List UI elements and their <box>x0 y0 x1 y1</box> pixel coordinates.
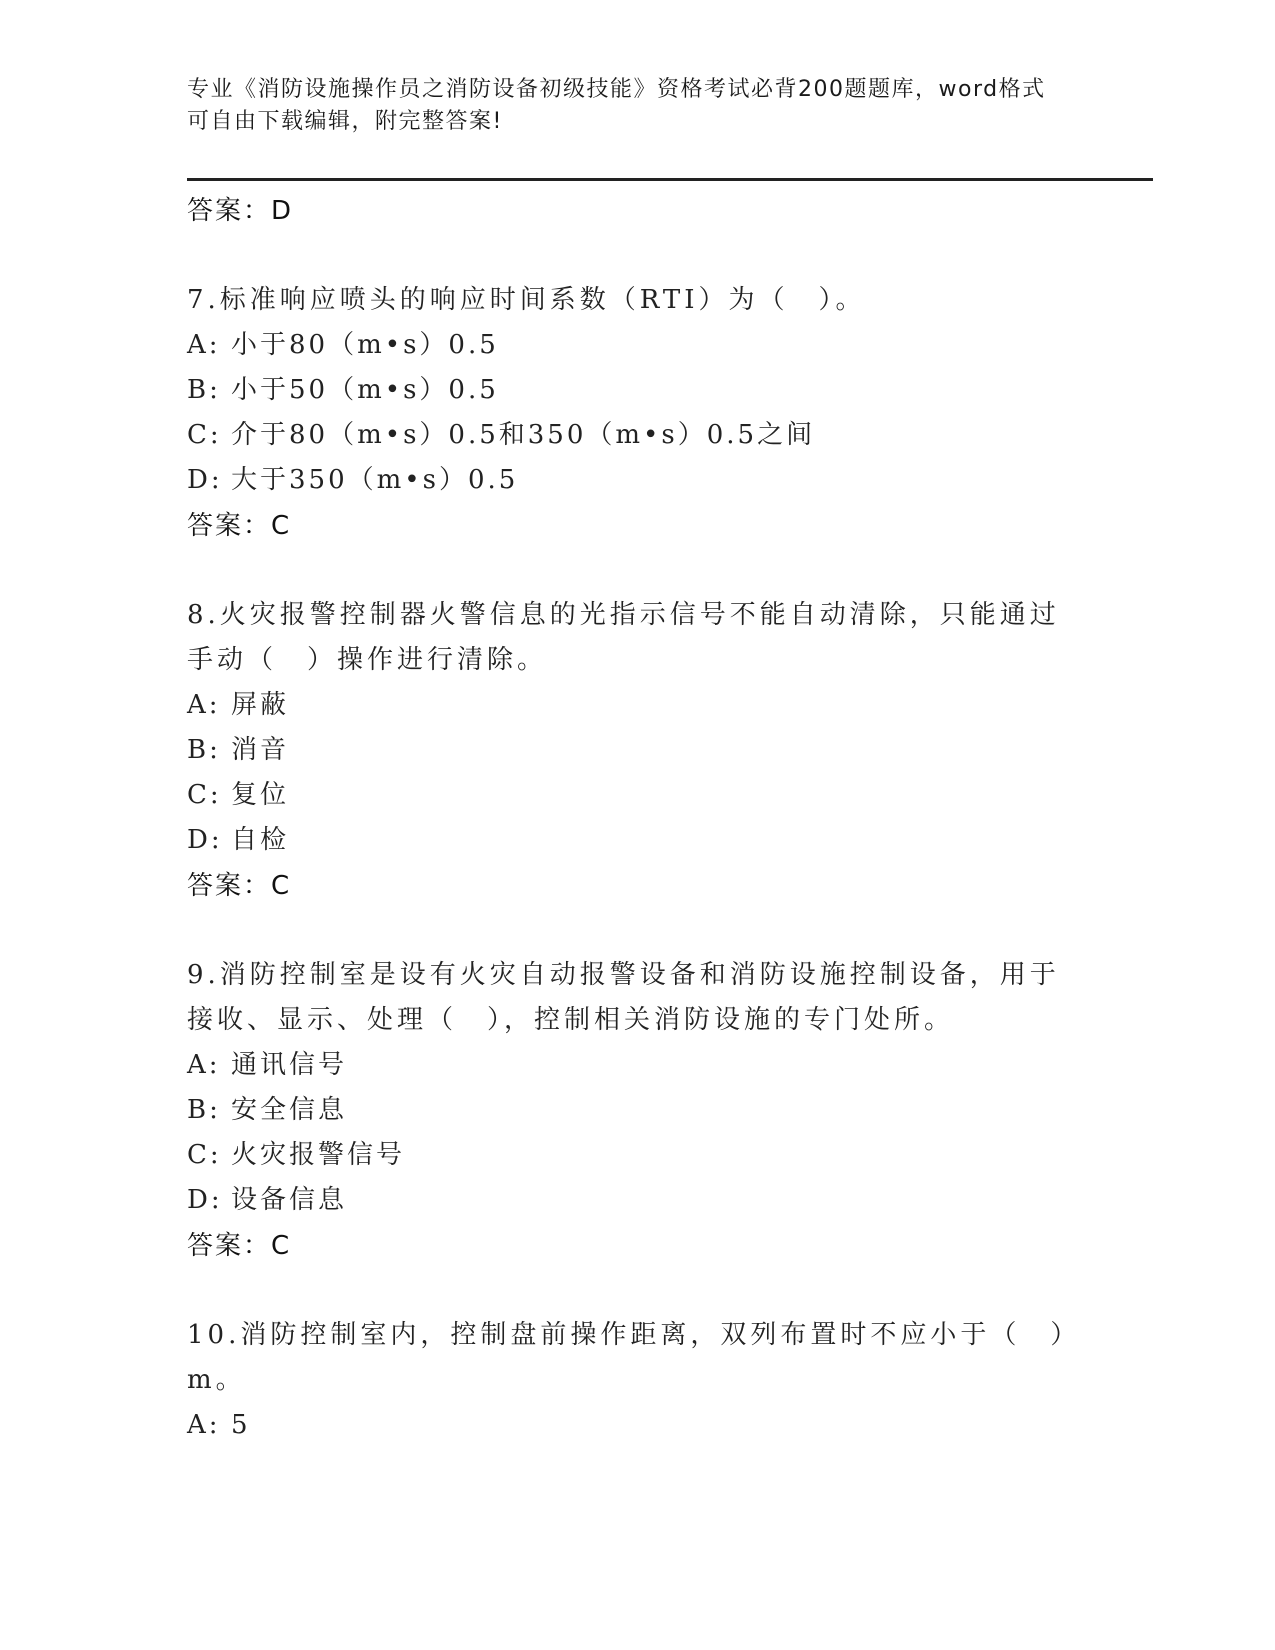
option-c <box>187 773 1087 818</box>
option-d <box>187 1178 1087 1223</box>
option-a <box>187 1043 1087 1088</box>
option-letter: A: <box>187 330 221 360</box>
option-text: 屏蔽 <box>231 690 290 720</box>
option-text: 5 <box>231 1410 251 1440</box>
question-stem: 9.消防控制室是设有火灾自动报警设备和消防设施控制设备，用于接收、显示、处理（ ），控制相关消防设施的专门处所。 <box>187 960 1060 1035</box>
page-header: 专业《消防设施操作员之消防设备初级技能》资格考试必背200题题库，word格式可自由下载编辑，附完整答案! <box>187 77 1046 134</box>
question-7 <box>187 278 1087 549</box>
question-stem: 7.标准响应喷头的响应时间系数（RTI）为（ ）。 <box>187 285 866 315</box>
option-letter: B: <box>187 1095 221 1125</box>
question-list <box>187 188 1087 1492</box>
option-letter: B: <box>187 375 221 405</box>
answer-line: 答案：C <box>187 511 292 541</box>
option-text: 安全信息 <box>231 1095 348 1125</box>
option-letter: C: <box>187 420 222 450</box>
question-stem: 10.消防控制室内，控制盘前操作距离，双列布置时不应小于（ ）m。 <box>187 1320 1081 1395</box>
option-c <box>187 413 1087 458</box>
option-a <box>187 1403 1087 1448</box>
previous-answer: 答案：D <box>187 196 294 226</box>
option-letter: D: <box>187 825 223 855</box>
option-letter: A: <box>187 1410 221 1440</box>
option-d <box>187 818 1087 863</box>
option-letter: D: <box>187 1185 223 1215</box>
question-stem: 8.火灾报警控制器火警信息的光指示信号不能自动清除，只能通过手动（ ）操作进行清除。 <box>187 600 1060 675</box>
option-text: 介于80（m•s）0.5和350（m•s）0.5之间 <box>231 420 816 450</box>
option-b <box>187 368 1087 413</box>
option-letter: C: <box>187 780 222 810</box>
option-text: 复位 <box>231 780 290 810</box>
question-8 <box>187 593 1087 909</box>
option-a <box>187 683 1087 728</box>
option-letter: A: <box>187 690 221 720</box>
option-letter: D: <box>187 465 223 495</box>
question-10 <box>187 1313 1087 1448</box>
option-text: 设备信息 <box>231 1185 348 1215</box>
question-9 <box>187 953 1087 1269</box>
option-b <box>187 728 1087 773</box>
option-text: 小于50（m•s）0.5 <box>231 375 499 405</box>
option-text: 消音 <box>231 735 290 765</box>
option-c <box>187 1133 1087 1178</box>
option-text: 火灾报警信号 <box>231 1140 406 1170</box>
option-b <box>187 1088 1087 1133</box>
option-letter: C: <box>187 1140 222 1170</box>
option-letter: A: <box>187 1050 221 1080</box>
option-letter: B: <box>187 735 221 765</box>
option-text: 小于80（m•s）0.5 <box>231 330 499 360</box>
header-divider <box>187 178 1153 181</box>
answer-line: 答案：C <box>187 1231 292 1261</box>
option-a <box>187 323 1087 368</box>
option-text: 通讯信号 <box>231 1050 348 1080</box>
option-text: 大于350（m•s）0.5 <box>231 465 519 495</box>
answer-line: 答案：C <box>187 871 292 901</box>
option-d <box>187 458 1087 503</box>
option-text: 自检 <box>231 825 290 855</box>
